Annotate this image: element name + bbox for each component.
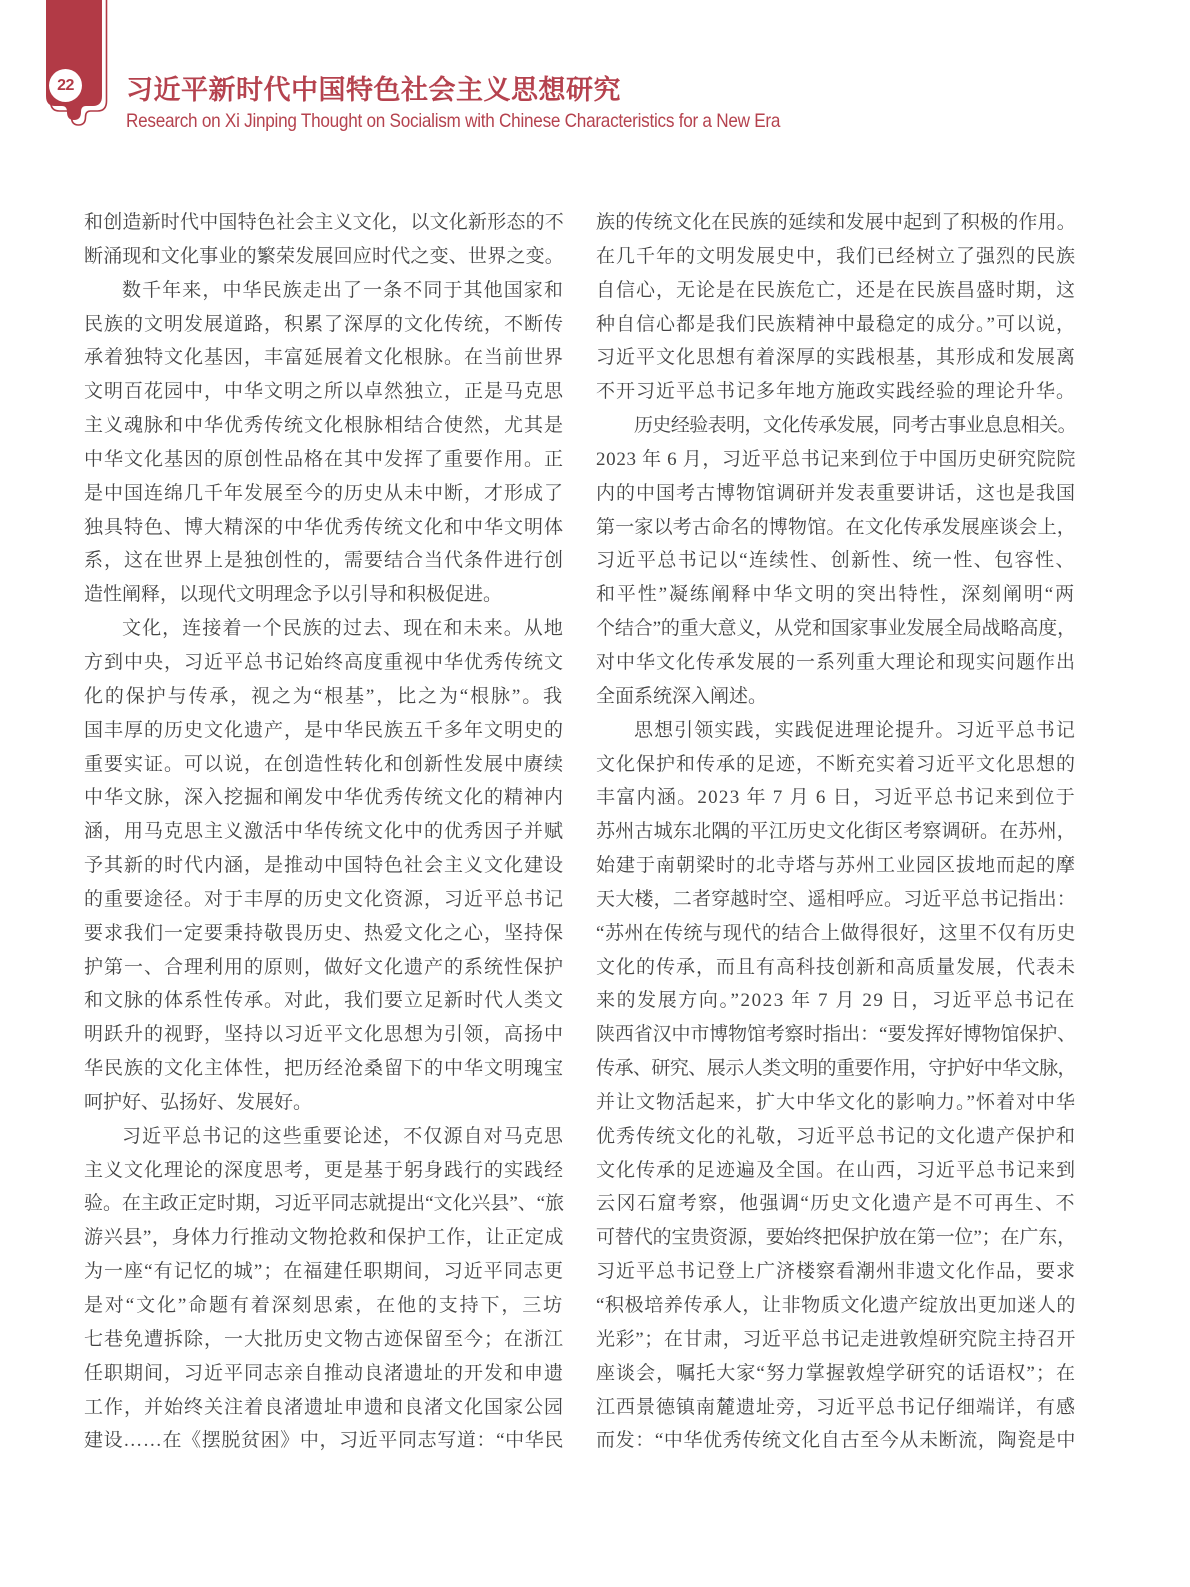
text-line: 天大楼，二者穿越时空、遥相呼应。习近平总书记指出： [596,888,1076,910]
page-number-badge: 22 [49,69,82,102]
text-line: 和平性”凝练阐释中华文明的突出特性，深刻阐明“两 [596,584,1076,606]
text-line: 在几千年的文明发展史中，我们已经树立了强烈的民族 [596,245,1076,267]
text-line: 重要实证。可以说，在创造性转化和创新性发展中赓续 [84,753,564,775]
text-line: 内的中国考古博物馆调研并发表重要讲话，这也是我国 [596,482,1076,504]
text-line: 第一家以考古命名的博物馆。在文化传承发展座谈会上， [596,516,1076,538]
text-line: 可替代的宝贵资源，要始终把保护放在第一位”；在广东， [596,1227,1076,1249]
text-line: 承着独特文化基因，丰富延展着文化根脉。在当前世界 [84,347,564,369]
text-line: 不开习近平总书记多年地方施政实践经验的理论升华。 [596,381,1076,403]
text-line: 的重要途径。对于丰厚的历史文化资源，习近平总书记 [84,888,564,910]
text-line: 主义魂脉和中华优秀传统文化根脉相结合使然，尤其是 [84,415,564,437]
text-line: 和文脉的体系性传承。对此，我们要立足新时代人类文 [84,990,564,1012]
text-line: 自信心，无论是在民族危亡，还是在民族昌盛时期，这 [596,279,1076,301]
text-line: 个结合”的重大意义，从党和国家事业发展全局战略高度， [596,618,1076,640]
text-line: 文化传承的足迹遍及全国。在山西，习近平总书记来到 [596,1159,1076,1181]
text-line: 为一座“有记忆的城”；在福建任职期间，习近平同志更 [84,1261,564,1283]
text-line: 数千年来，中华民族走出了一条不同于其他国家和 [122,279,564,301]
text-line: 丰富内涵。2023 年 7 月 6 日，习近平总书记来到位于 [596,787,1076,809]
text-line: 和创造新时代中国特色社会主义文化，以文化新形态的不 [84,212,564,233]
text-line: 国丰厚的历史文化遗产，是中华民族五千多年文明史的 [84,719,564,741]
text-line: 涵，用马克思主义激活中华传统文化中的优秀因子并赋 [84,821,564,843]
text-line: 种自信心都是我们民族精神中最稳定的成分。”可以说， [596,313,1076,335]
journal-title-en: Research on Xi Jinping Thought on Socialism with Chinese Characteristics for a New Era [126,110,781,132]
text-line: 始建于南朝梁时的北寺塔与苏州工业园区拔地而起的摩 [596,855,1076,877]
text-line: 民族的文明发展道路，积累了深厚的文化传统，不断传 [84,313,564,335]
text-line: 习近平总书记的这些重要论述，不仅源自对马克思 [122,1125,564,1147]
text-line: 要求我们一定要秉持敬畏历史、热爱文化之心，坚持保 [84,922,564,944]
text-line: 化的保护与传承，视之为“根基”，比之为“根脉”。我 [84,685,564,707]
text-line: 文化，连接着一个民族的过去、现在和未来。从地 [122,618,564,640]
text-line: 族的传统文化在民族的延续和发展中起到了积极的作用。 [596,212,1076,233]
text-line: 独具特色、博大精深的中华优秀传统文化和中华文明体 [84,516,564,538]
text-line: 建设……在《摆脱贫困》中，习近平同志写道：“中华民 [84,1430,564,1452]
text-line: 陕西省汉中市博物馆考察时指出：“要发挥好博物馆保护、 [596,1024,1076,1046]
text-line: 是中国连绵几千年发展至今的历史从未中断，才形成了 [84,482,564,504]
text-line: 习近平文化思想有着深厚的实践根基，其形成和发展离 [596,347,1076,369]
article-column-right [596,206,1076,1458]
text-line: 予其新的时代内涵，是推动中国特色社会主义文化建设 [84,855,564,877]
text-line: 护第一、合理利用的原则，做好文化遗产的系统性保护 [84,956,564,978]
text-line: 思想引领实践，实践促进理论提升。习近平总书记 [634,719,1076,741]
text-line: 断涌现和文化事业的繁荣发展回应时代之变、世界之变。 [84,245,564,267]
text-line: 验。在主政正定时期，习近平同志就提出“文化兴县”、“旅 [84,1193,564,1215]
text-line: 2023 年 6 月，习近平总书记来到位于中国历史研究院院 [596,448,1076,470]
text-line: 中华文脉，深入挖掘和阐发中华优秀传统文化的精神内 [84,787,564,809]
text-line: 习近平总书记登上广济楼察看潮州非遗文化作品，要求 [596,1261,1076,1283]
text-line: 华民族的文化主体性，把历经沧桑留下的中华文明瑰宝 [84,1058,564,1080]
text-line: 而发：“中华优秀传统文化自古至今从未断流，陶瓷是中 [596,1430,1076,1452]
text-line: 文明百花园中，中华文明之所以卓然独立，正是马克思 [84,381,564,403]
text-line: “苏州在传统与现代的结合上做得很好，这里不仅有历史 [596,922,1076,944]
text-line: 工作，并始终关注着良渚遗址申遗和良渚文化国家公园 [84,1396,564,1418]
text-line: 七巷免遭拆除，一大批历史文物古迹保留至今；在浙江 [84,1328,564,1350]
text-line: 苏州古城东北隅的平江历史文化街区考察调研。在苏州， [596,821,1076,843]
text-line: 来的发展方向。”2023 年 7 月 29 日，习近平总书记在 [596,990,1076,1012]
text-line: 系，这在世界上是独创性的，需要结合当代条件进行创 [84,550,564,572]
text-line: 文化保护和传承的足迹，不断充实着习近平文化思想的 [596,753,1076,775]
text-line: 并让文物活起来，扩大中华文化的影响力。”怀着对中华 [596,1091,1076,1113]
text-line: 座谈会，嘱托大家“努力掌握敦煌学研究的话语权”；在 [596,1362,1076,1384]
text-line: 传承、研究、展示人类文明的重要作用，守护好中华文脉， [596,1058,1076,1080]
text-line: 任职期间，习近平同志亲自推动良渚遗址的开发和申遗 [84,1362,564,1384]
text-line: 云冈石窟考察，他强调“历史文化遗产是不可再生、不 [596,1193,1076,1215]
text-line: 习近平总书记以“连续性、创新性、统一性、包容性、 [596,550,1076,572]
text-line: “积极培养传承人，让非物质文化遗产绽放出更加迷人的 [596,1295,1076,1316]
text-line: 主义文化理论的深度思考，更是基于躬身践行的实践经 [84,1159,564,1181]
text-line: 游兴县”，身体力行推动文物抢救和保护工作，让正定成 [84,1227,564,1249]
article-column-left [84,206,564,1458]
text-line: 对中华文化传承发展的一系列重大理论和现实问题作出 [596,651,1076,673]
text-line: 优秀传统文化的礼敬，习近平总书记的文化遗产保护和 [596,1125,1076,1147]
journal-title-zh: 习近平新时代中国特色社会主义思想研究 [126,75,621,105]
text-line: 中华文化基因的原创性品格在其中发挥了重要作用。正 [84,448,564,470]
text-line: 造性阐释，以现代文明理念予以引导和积极促进。 [84,584,503,606]
text-line: 光彩”；在甘肃，习近平总书记走进敦煌研究院主持召开 [596,1328,1076,1350]
text-line: 文化的传承，而且有高科技创新和高质量发展，代表未 [596,956,1076,978]
article-body [84,206,1076,1458]
text-line: 历史经验表明，文化传承发展，同考古事业息息相关。 [634,415,1076,437]
text-line: 全面系统深入阐述。 [596,685,768,707]
text-line: 明跃升的视野，坚持以习近平文化思想为引领，高扬中 [84,1024,564,1046]
text-line: 江西景德镇南麓遗址旁，习近平总书记仔细端详，有感 [596,1396,1076,1418]
text-line: 方到中央，习近平总书记始终高度重视中华优秀传统文 [84,651,564,673]
text-line: 呵护好、弘扬好、发展好。 [84,1091,313,1113]
text-line: 是对“文化”命题有着深刻思索，在他的支持下，三坊 [84,1295,564,1316]
